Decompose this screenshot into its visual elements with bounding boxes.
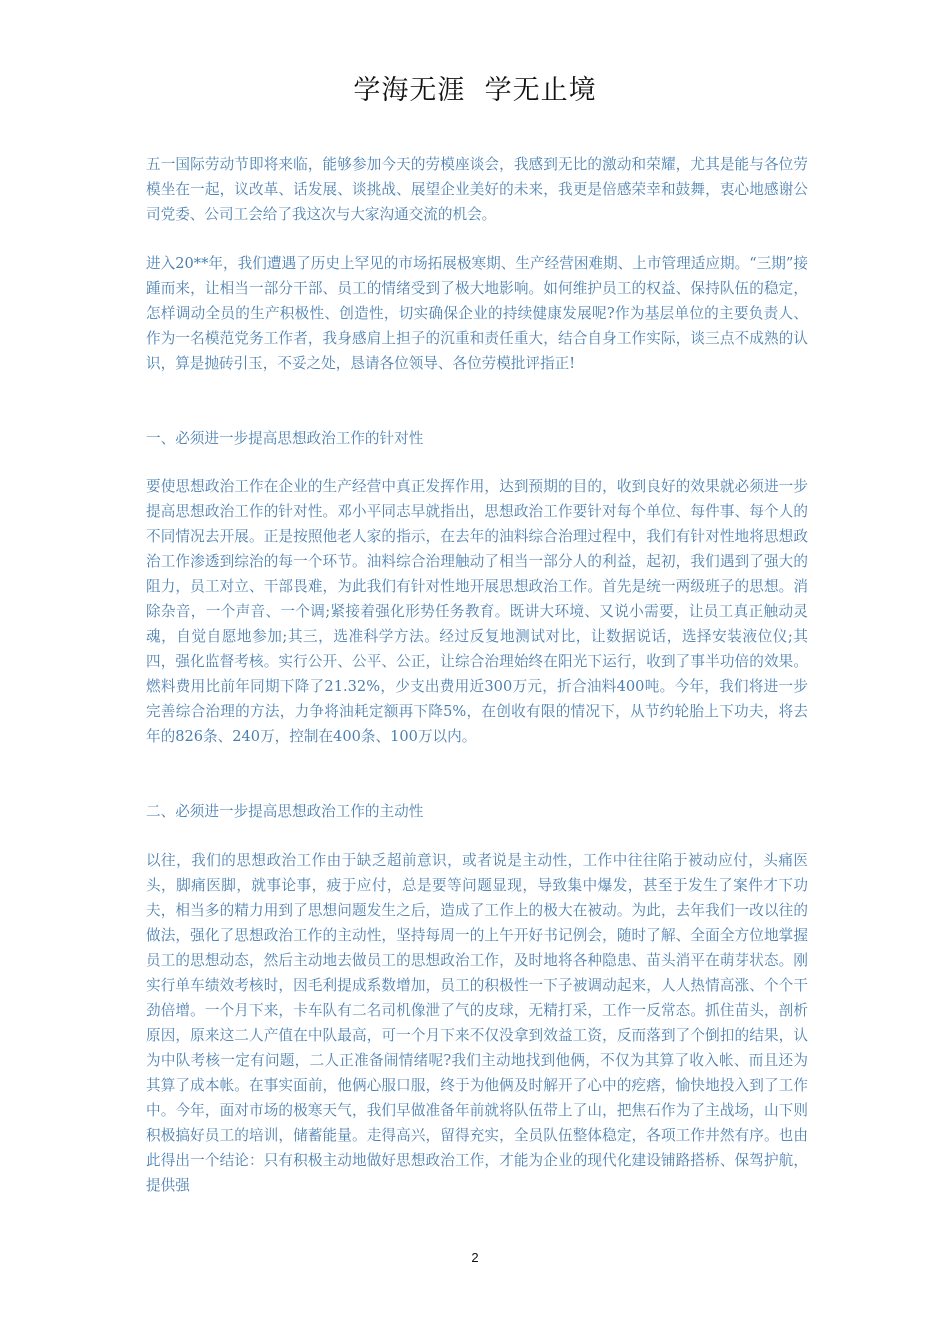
paragraph-section-1: 要使思想政治工作在企业的生产经营中真正发挥作用，达到预期的目的，收到良好的效果就必须进一步提高思想政治工作的针对性。邓小平同志早就指出，思想政治工作要针对每个单位、每件事、每个人的不同情况去开展。正是按照他老人家的指示，在去年的油料综合治理过程中，我们有针对性地将思想政治工作渗透到综治的每一个环节。油料综合治理触动了相当一部分人的利益，起初，我们遇到了强大的阻力，员工对立、干部畏难，为此我们有针对性地开展思想政治工作。首先是统一两级班子的思想。消除杂音，一个声音、一个调;紧接着强化形势任务教育。既讲大环境、又说小需要，让员工真正触动灵魂，自觉自愿地参加;其三，选准科学方法。经过反复地测试对比，让数据说话，选择安装液位仪;其四，强化监督考核。实行公开、公平、公正，让综合治理始终在阳光下运行，收到了事半功倍的效果。燃料费用比前年同期下降了21.32%，少支出费用近300万元，折合油料400吨。今年，我们将进一步完善综合治理的方法，力争将油耗定额再下降5%，在创收有限的情况下，从节约轮胎上下功夫，将去年的826条、240万，控制在400条、100万以内。 [146, 478, 808, 745]
page-number: 2 [471, 1250, 479, 1265]
section-heading-2: 二、必须进一步提高思想政治工作的主动性 [146, 803, 424, 820]
section-heading-1: 一、必须进一步提高思想政治工作的针对性 [146, 430, 424, 447]
paragraph-intro: 五一国际劳动节即将来临，能够参加今天的劳模座谈会，我感到无比的激动和荣耀，尤其是能与各位劳模坐在一起，议改革、话发展、谈挑战、展望企业美好的未来，我更是倍感荣幸和鼓舞，衷心地感谢公司党委、公司工会给了我这次与大家沟通交流的机会。 [146, 156, 808, 223]
paragraph-section-2: 以往，我们的思想政治工作由于缺乏超前意识，或者说是主动性，工作中往往陷于被动应付，头痛医头，脚痛医脚，就事论事，疲于应付，总是要等问题显现，导致集中爆发，甚至于发生了案件才下功夫，相当多的精力用到了思想问题发生之后，造成了工作上的极大在被动。为此，去年我们一改以往的做法，强化了思想政治工作的主动性，坚持每周一的上午开好书记例会，随时了解、全面全方位地掌握员工的思想动态，然后主动地去做员工的思想政治工作，及时地将各种隐患、苗头消平在萌芽状态。刚实行单车绩效考核时，因毛利提成系数增加，员工的积极性一下子被调动起来，人人热情高涨、个个干劲倍增。一个月下来，卡车队有二名司机像泄了气的皮球，无精打采，工作一反常态。抓住苗头，剖析原因，原来这二人产值在中队最高，可一个月下来不仅没拿到效益工资，反而落到了个倒扣的结果，认为中队考核一定有问题，二人正准备闹情绪呢?我们主动地找到他俩，不仅为其算了收入帐、而且还为其算了成本帐。在事实面前，他俩心服口服，终于为他俩及时解开了心中的疙瘩，愉快地投入到了工作中。今年，面对市场的极寒天气，我们早做准备年前就将队伍带上了山，把焦石作为了主战场，山下则积极搞好员工的培训，储蓄能量。走得高兴，留得充实，全员队伍整体稳定，各项工作井然有序。也由此得出一个结论：只有积极主动地做好思想政治工作，才能为企业的现代化建设铺路搭桥、保驾护航，提供强 [146, 852, 808, 1194]
page-header-title: 学海无涯 学无止境 [353, 75, 597, 106]
paragraph-background: 进入20**年，我们遭遇了历史上罕见的市场拓展极寒期、生产经营困难期、上市管理适应期。“三期”接踵而来，让相当一部分干部、员工的情绪受到了极大地影响。如何维护员工的权益、保持队伍的稳定，怎样调动全员的生产积极性、创造性，切实确保企业的持续健康发展呢?作为基层单位的主要负责人、作为一名模范党务工作者，我身感肩上担子的沉重和责任重大，结合自身工作实际，谈三点不成熟的认识，算是抛砖引玉，不妥之处，恳请各位领导、各位劳模批评指正! [146, 255, 808, 372]
